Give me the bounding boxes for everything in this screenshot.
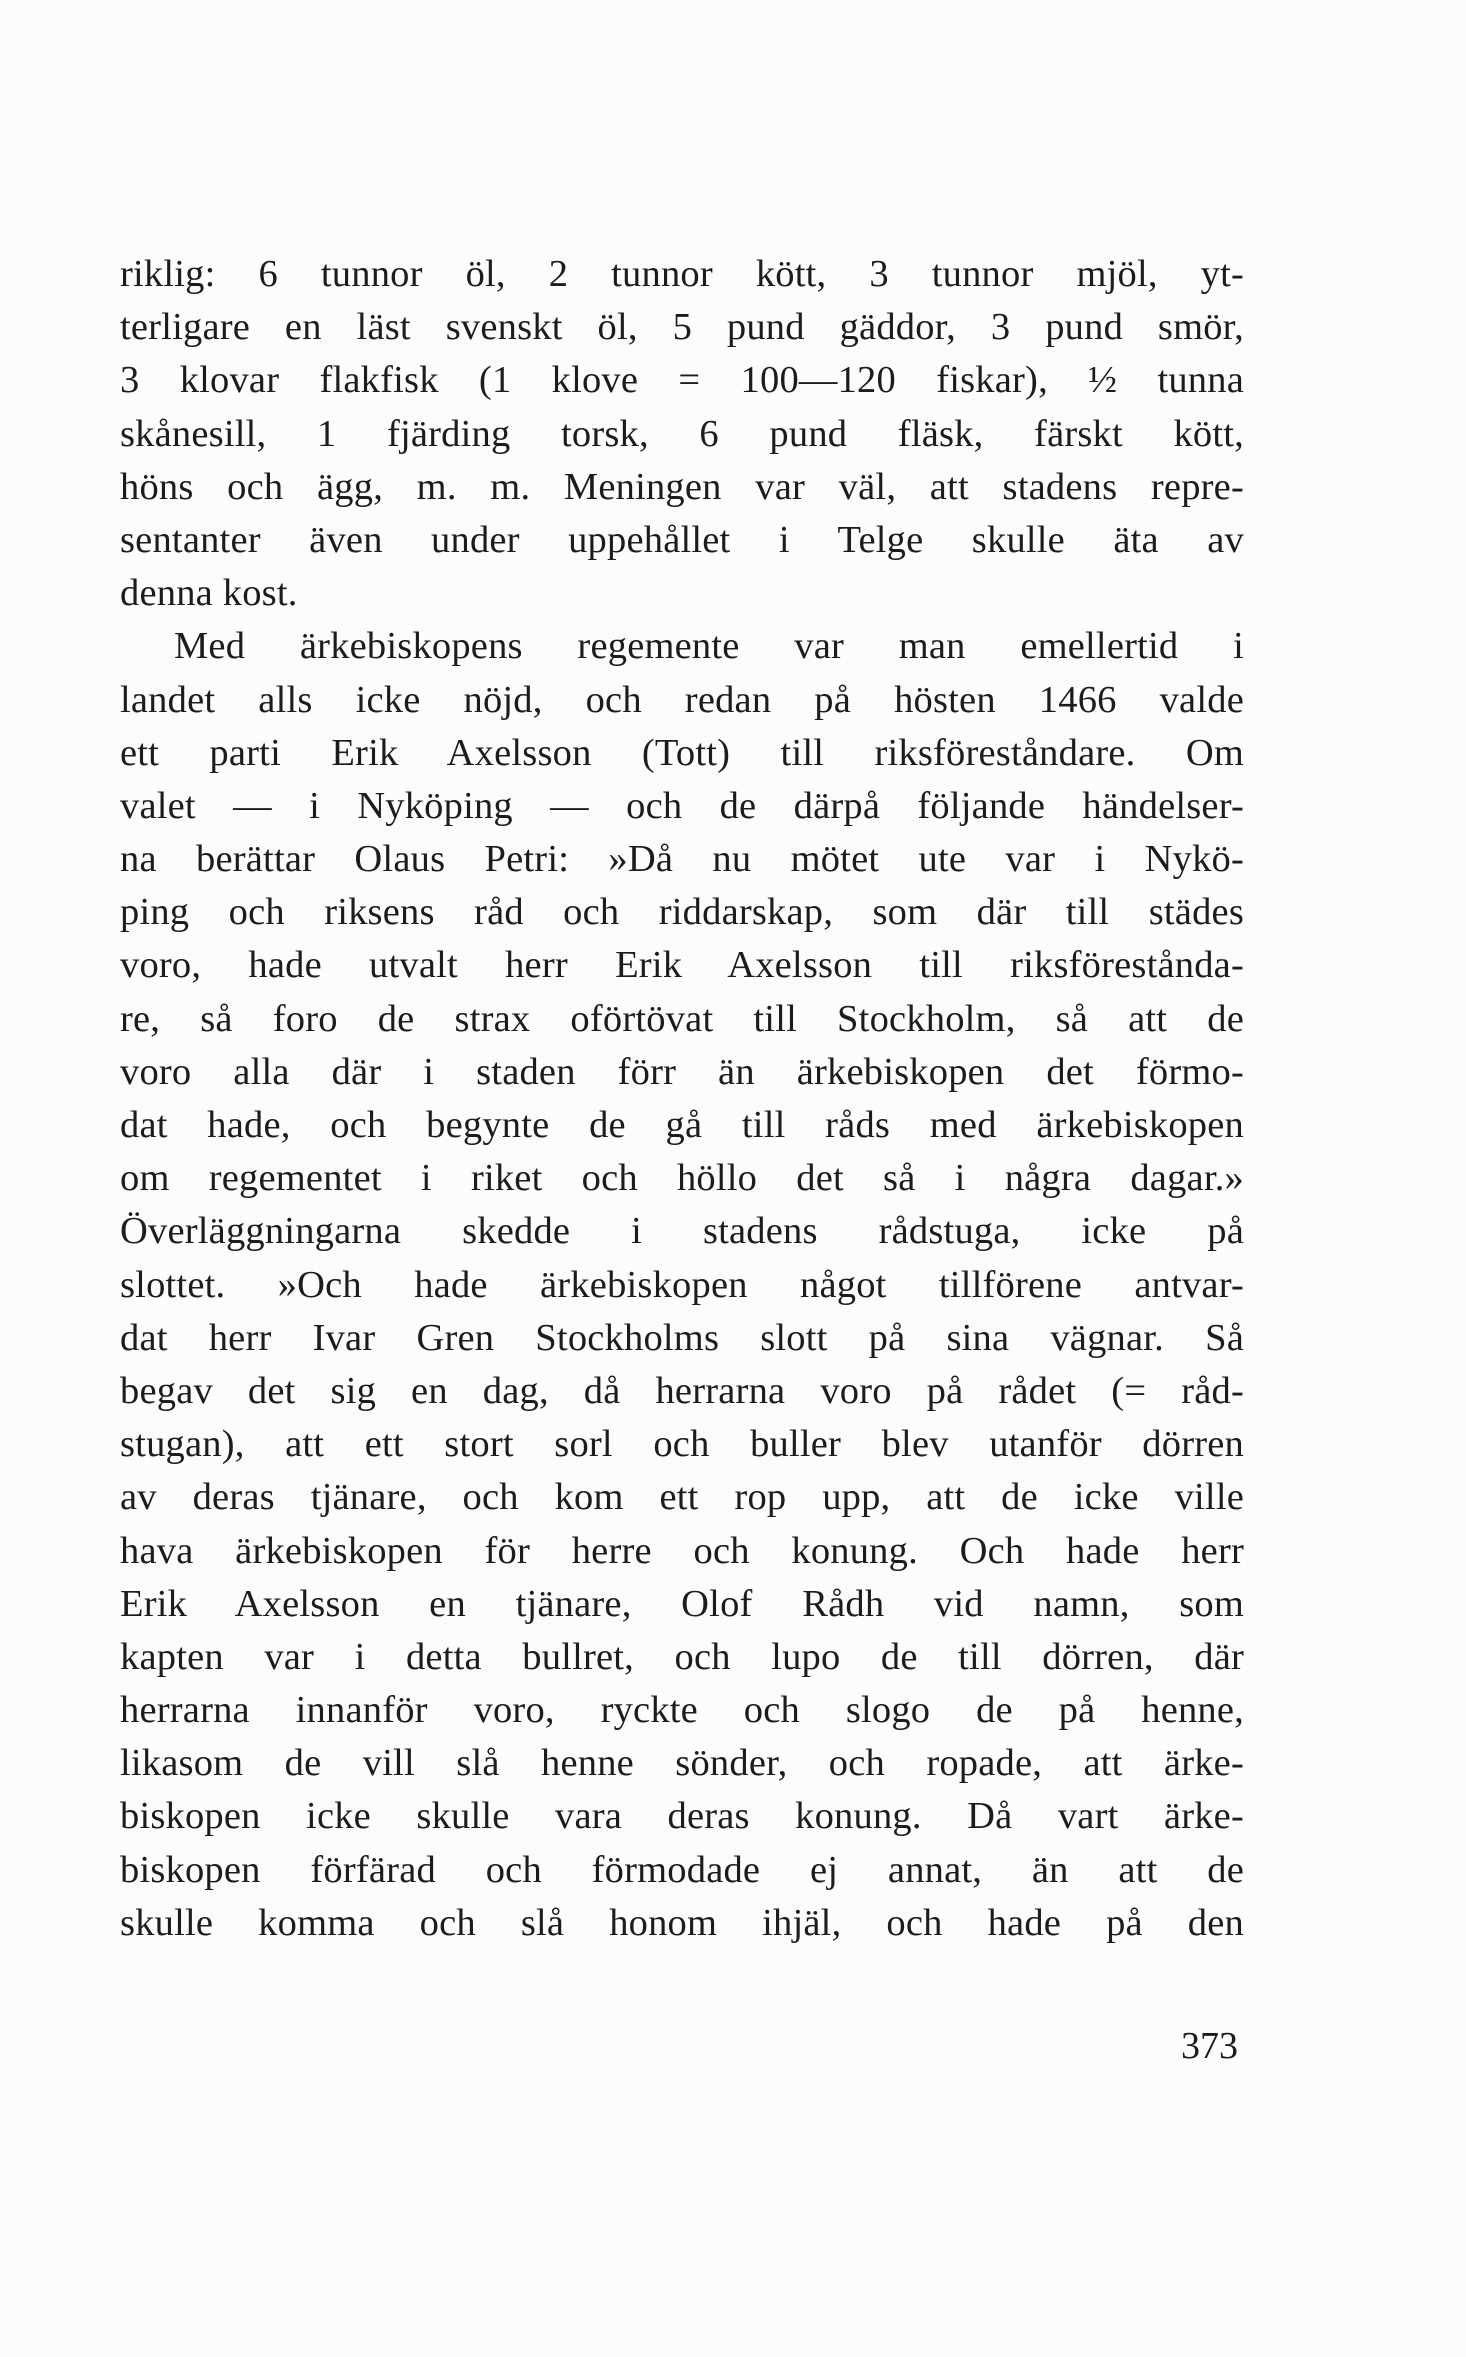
text-line: voro alla där i staden förr än ärkebiskopen det förmo-: [120, 1050, 1244, 1093]
text-line: landet alls icke nöjd, och redan på hösten 1466 valde: [120, 678, 1244, 721]
text-line: hava ärkebiskopen för herre och konung. Och hade herr: [120, 1529, 1244, 1572]
text-line: herrarna innanför voro, ryckte och slogo de på henne,: [120, 1689, 1244, 1732]
text-line: begav det sig en dag, då herrarna voro på rådet (= råd-: [120, 1369, 1244, 1412]
text-line: riklig: 6 tunnor öl, 2 tunnor kött, 3 tunnor mjöl, yt-: [120, 253, 1244, 295]
text-line: terligare en läst svenskt öl, 5 pund gäddor, 3 pund smör,: [120, 306, 1244, 349]
text-line: Erik Axelsson en tjänare, Olof Rådh vid namn, som: [120, 1582, 1244, 1625]
text-line: höns och ägg, m. m. Meningen var väl, att stadens repre-: [120, 465, 1244, 508]
text-line: biskopen förfärad och förmodade ej annat, än att de: [120, 1848, 1244, 1891]
text-line: om regementet i riket och höllo det så i några dagar.»: [120, 1157, 1244, 1200]
text-line: na berättar Olaus Petri: »Då nu mötet ute var i Nykö-: [120, 838, 1244, 881]
body-text: [120, 248, 1244, 1950]
text-line: voro, hade utvalt herr Erik Axelsson till riksförestånda-: [120, 944, 1244, 987]
page-number: 373: [1181, 2025, 1238, 2067]
text-line: stugan), att ett stort sorl och buller blev utanför dörren: [120, 1423, 1244, 1466]
text-line: dat herr Ivar Gren Stockholms slott på sina vägnar. Så: [120, 1316, 1244, 1359]
text-line: av deras tjänare, och kom ett rop upp, att de icke ville: [120, 1476, 1244, 1519]
text-line: Överläggningarna skedde i stadens rådstuga, icke på: [120, 1210, 1244, 1253]
text-line: 3 klovar flakfisk (1 klove = 100—120 fiskar), ½ tunna: [120, 359, 1244, 402]
text-line: slottet. »Och hade ärkebiskopen något tillförene antvar-: [120, 1263, 1244, 1306]
text-line: ett parti Erik Axelsson (Tott) till riksföreståndare. Om: [120, 731, 1244, 774]
text-line: sentanter även under uppehållet i Telge skulle äta av: [120, 518, 1244, 561]
text-line: ping och riksens råd och riddarskap, som där till städes: [120, 891, 1244, 934]
text-line: Med ärkebiskopens regemente var man emellertid i: [174, 625, 1244, 668]
text-line: dat hade, och begynte de gå till råds med ärkebiskopen: [120, 1104, 1244, 1146]
text-line: skulle komma och slå honom ihjäl, och hade på den: [120, 1901, 1244, 1944]
text-line: likasom de vill slå henne sönder, och ropade, att ärke-: [120, 1742, 1244, 1785]
text-line: valet — i Nyköping — och de därpå följande händelser-: [120, 784, 1244, 827]
text-line: kapten var i detta bullret, och lupo de till dörren, där: [120, 1635, 1244, 1678]
text-line: re, så foro de strax oförtövat till Stockholm, så att de: [120, 997, 1244, 1040]
text-line: denna kost.: [120, 572, 298, 615]
text-line: biskopen icke skulle vara deras konung. Då vart ärke-: [120, 1795, 1244, 1838]
text-line: skånesill, 1 fjärding torsk, 6 pund fläsk, färskt kött,: [120, 412, 1244, 455]
